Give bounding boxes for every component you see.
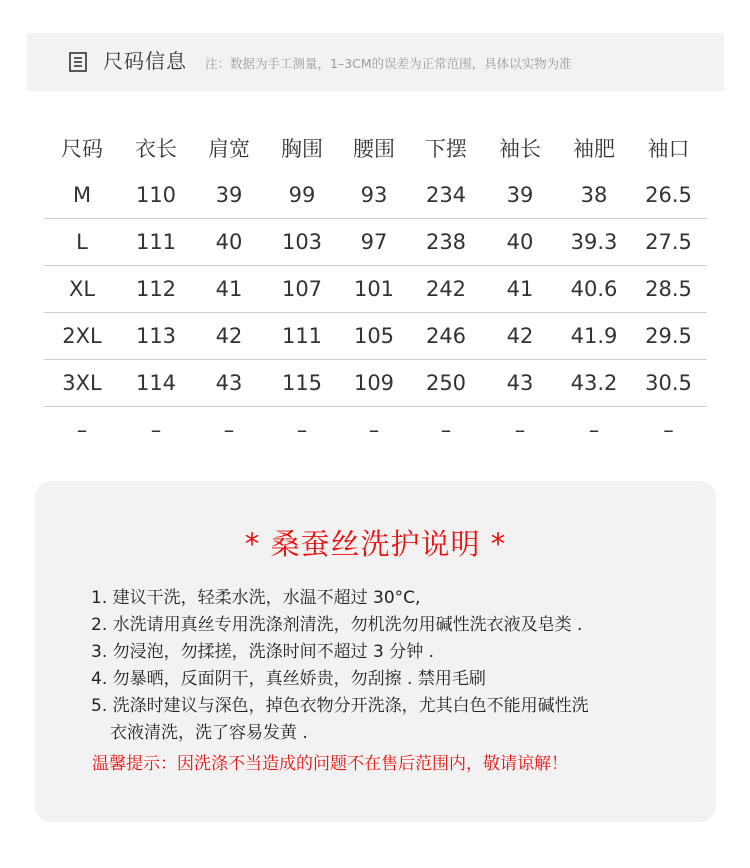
table-cell: 41.9 (570, 324, 618, 348)
care-list (91, 585, 701, 747)
table-row (44, 172, 707, 219)
table-cell: M (72, 183, 92, 207)
table-cell: 97 (360, 230, 388, 254)
table-cell: 43 (506, 371, 534, 395)
table-cell: 112 (135, 277, 177, 301)
column-header: 下摆 (425, 137, 467, 161)
table-cell: 103 (281, 230, 323, 254)
table-cell: 3XL (62, 371, 102, 395)
table-cell: 42 (506, 324, 534, 348)
care-item: 3. 勿浸泡，勿揉搓，洗涤时间不超过 3 分钟 . (91, 642, 435, 662)
table-row (44, 266, 707, 313)
measurement-note: 注：数据为手工测量，1–3CM的误差为正常范围，具体以实物为准 (205, 56, 572, 71)
table-cell: 26.5 (645, 183, 692, 207)
care-item: 5. 洗涤时建议与深色，掉色衣物分开洗涤，尤其白色不能用碱性洗 (91, 696, 589, 716)
table-cell: 38 (580, 183, 608, 207)
table-cell: 99 (288, 183, 316, 207)
table-cell: – (440, 418, 452, 442)
table-cell: – (76, 418, 88, 442)
care-warning: 温馨提示：因洗涤不当造成的问题不在售后范围内，敬请谅解！ (92, 754, 568, 774)
table-cell: – (588, 418, 600, 442)
table-cell: – (368, 418, 380, 442)
care-item: 2. 水洗请用真丝专用洗涤剂清洗，勿机洗勿用碱性洗衣液及皂类 . (91, 615, 583, 635)
table-cell: – (296, 418, 308, 442)
care-instructions-panel (35, 481, 716, 822)
table-cell: 107 (281, 277, 323, 301)
table-cell: 41 (215, 277, 243, 301)
table-row (44, 360, 707, 407)
table-cell: 30.5 (645, 371, 692, 395)
table-cell: 111 (135, 230, 177, 254)
table-cell: 105 (353, 324, 395, 348)
table-cell: 246 (425, 324, 467, 348)
table-cell: – (223, 418, 235, 442)
table-cell: 93 (360, 183, 388, 207)
column-header: 衣长 (135, 137, 177, 161)
table-header-row (44, 124, 707, 172)
list-document-icon (69, 52, 87, 72)
table-cell: 113 (135, 324, 177, 348)
page-title: 尺码信息 (103, 49, 187, 73)
size-info-header (27, 33, 724, 91)
table-cell: 115 (281, 371, 323, 395)
table-cell: 43.2 (570, 371, 618, 395)
care-title: * 桑蚕丝洗护说明 * (244, 527, 507, 561)
table-cell: 114 (135, 371, 177, 395)
table-cell: L (76, 230, 88, 254)
table-cell: 39 (215, 183, 243, 207)
size-table (44, 124, 707, 453)
table-cell: 2XL (62, 324, 102, 348)
column-header: 袖口 (647, 137, 690, 161)
table-cell: – (150, 418, 162, 442)
column-header: 腰围 (353, 137, 395, 161)
table-cell: 42 (215, 324, 243, 348)
table-cell: 39 (506, 183, 534, 207)
care-item: 1. 建议干洗，轻柔水洗，水温不超过 30°C, (91, 588, 421, 608)
table-cell: 242 (425, 277, 467, 301)
column-header: 袖长 (499, 137, 541, 161)
table-cell: 238 (425, 230, 467, 254)
table-cell: 109 (353, 371, 395, 395)
table-cell: – (514, 418, 526, 442)
table-cell: 40 (506, 230, 534, 254)
table-cell: 40.6 (570, 277, 618, 301)
table-cell: 28.5 (645, 277, 692, 301)
table-cell: 29.5 (645, 324, 692, 348)
table-row (44, 407, 707, 453)
column-header: 肩宽 (208, 137, 250, 161)
table-cell: 234 (425, 183, 467, 207)
table-cell: 110 (135, 183, 177, 207)
table-cell: 43 (215, 371, 243, 395)
table-cell: – (663, 418, 674, 442)
table-cell: 27.5 (645, 230, 692, 254)
table-cell: XL (68, 277, 96, 301)
table-cell: 39.3 (570, 230, 618, 254)
column-header: 袖肥 (573, 137, 615, 161)
care-item: 4. 勿暴晒，反面阴干，真丝娇贵，勿刮擦 . 禁用毛刷 (91, 669, 486, 689)
column-header: 尺码 (61, 137, 103, 161)
column-header: 胸围 (281, 137, 323, 161)
table-cell: 250 (425, 371, 467, 395)
table-cell: 40 (215, 230, 243, 254)
table-cell: 111 (281, 324, 323, 348)
care-item-continuation: 衣液清洗，洗了容易发黄 . (110, 723, 308, 743)
table-row (44, 219, 707, 266)
table-cell: 41 (506, 277, 534, 301)
table-cell: 101 (353, 277, 395, 301)
table-row (44, 313, 707, 360)
